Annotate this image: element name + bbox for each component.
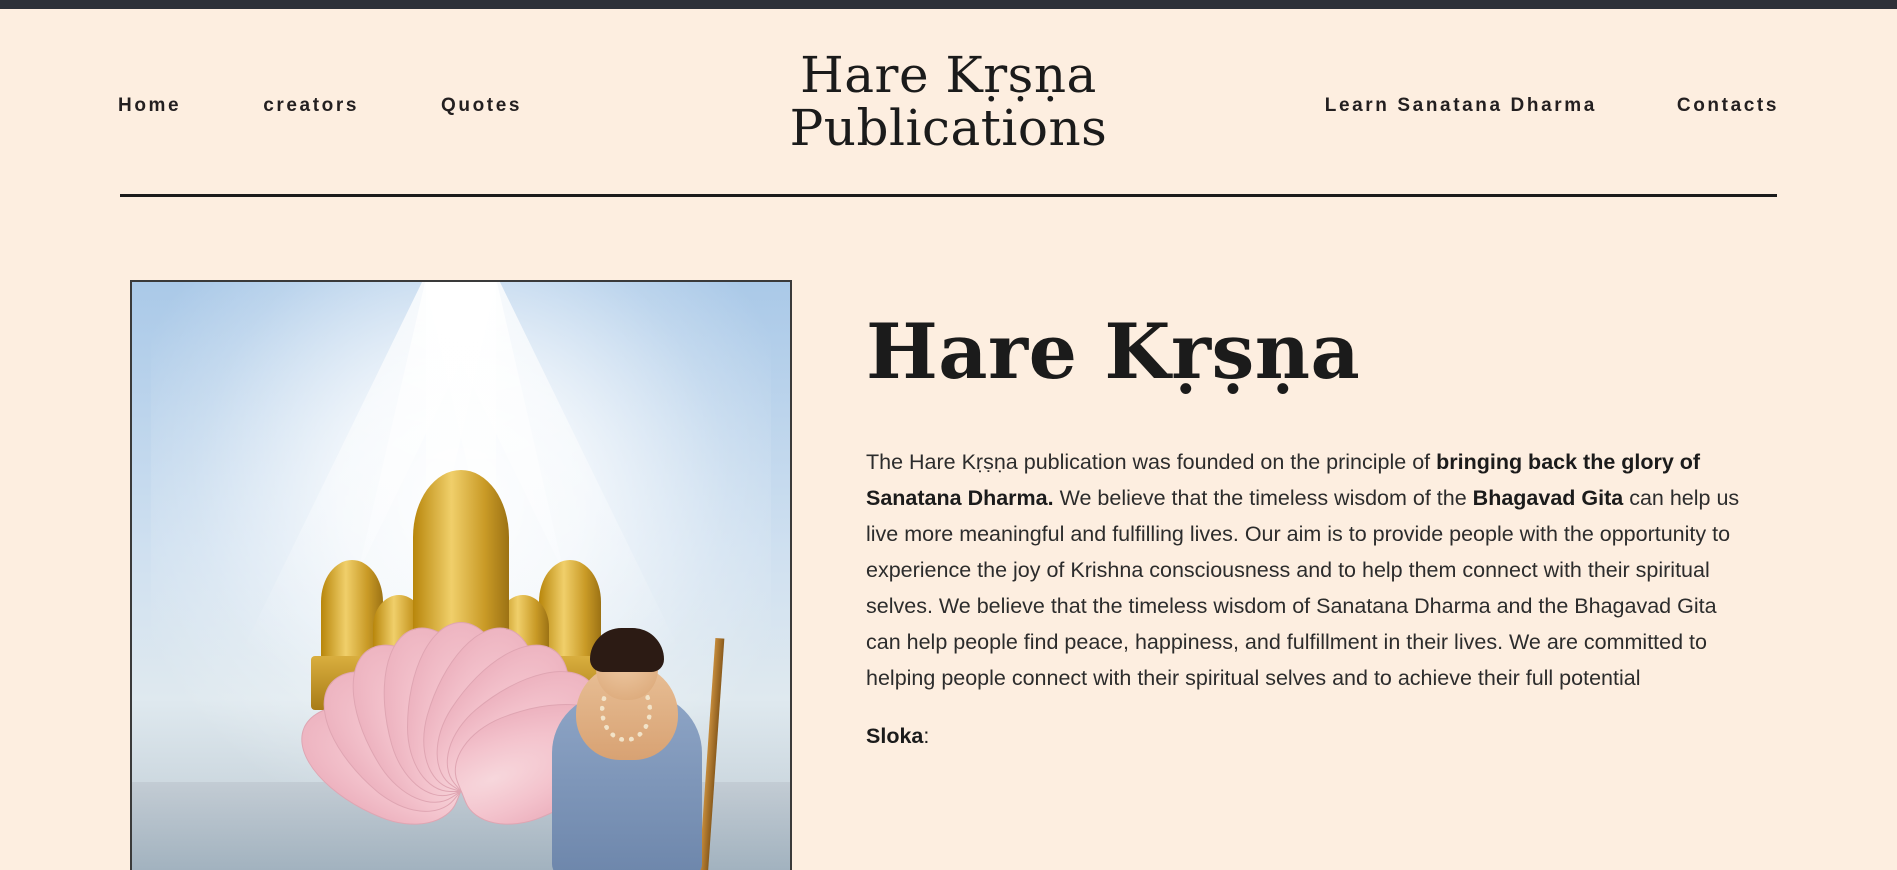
nav-contacts[interactable]: Contacts <box>1676 95 1779 116</box>
hero-illustration <box>130 280 792 870</box>
primary-nav-left <box>118 95 522 117</box>
article <box>866 307 1740 754</box>
header-divider <box>120 194 1777 197</box>
nav-home[interactable]: Home <box>118 95 182 116</box>
site-title <box>629 46 1269 157</box>
site-title-line-2: Publications <box>789 98 1108 157</box>
figure-hair <box>590 628 664 672</box>
article-bold-1: bringing back the glory of Sanatana Dharma. <box>866 450 1701 510</box>
article-paragraph <box>866 444 1740 696</box>
nav-quotes[interactable]: Quotes <box>441 95 523 116</box>
sloka-colon: : <box>923 724 930 748</box>
nav-creators[interactable]: creators <box>263 95 359 116</box>
sloka-heading <box>866 718 1740 754</box>
page-frame <box>0 9 1897 870</box>
nav-learn-sanatana-dharma[interactable]: Learn Sanatana Dharma <box>1324 95 1597 116</box>
site-header <box>0 9 1897 204</box>
article-text-part-1: The Hare Kṛṣṇa publication was founded on the principle of <box>866 450 1437 474</box>
browser-chrome-strip <box>0 0 1897 9</box>
sloka-label: Sloka <box>866 724 924 748</box>
page-title: Hare Kṛṣṇa <box>866 307 1361 396</box>
site-title-line-1: Hare Kṛṣṇa <box>800 46 1097 104</box>
primary-nav-right <box>1325 95 1779 117</box>
article-text-part-3: can help us live more meaningful and fulfilling lives. Our aim is to provide people with the opportunity to experience the joy of Krishna consciousness and to help them connect with their spiritual selves. We believe that the timeless wisdom of Sanatana Dharma and the Bhagavad Gita can help people find peace, happiness, and fulfillment in their lives. We are committed to helping people connect with their spiritual selves and to achieve their full potential <box>866 486 1740 690</box>
staff-icon <box>699 638 725 870</box>
article-bold-2: Bhagavad Gita <box>1472 486 1624 510</box>
article-text-part-2: We believe that the timeless wisdom of the <box>1053 486 1473 510</box>
devotee-figure-icon <box>524 628 734 870</box>
